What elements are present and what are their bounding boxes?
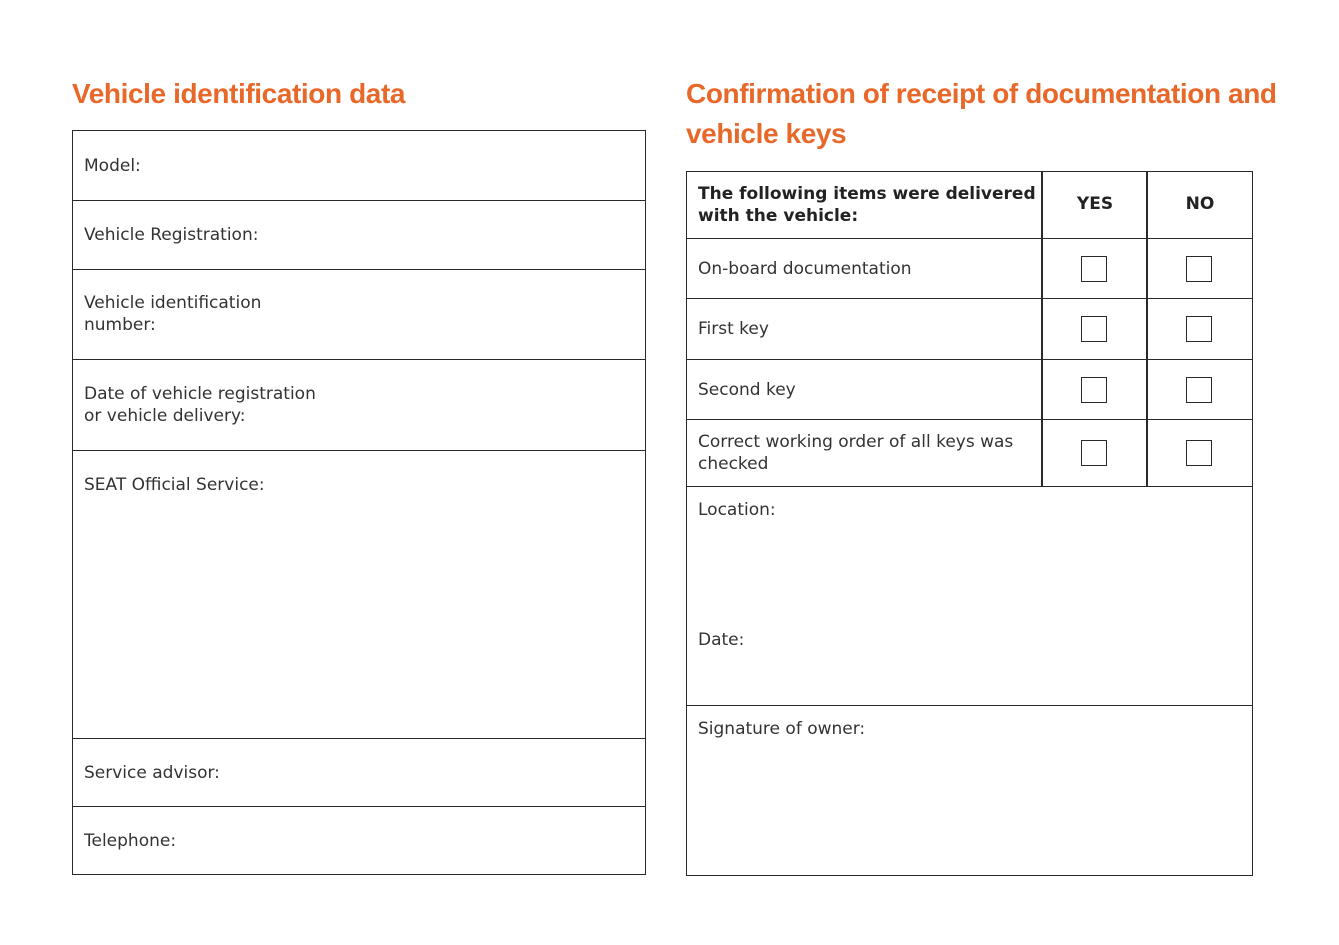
service-advisor-row[interactable] <box>73 739 645 807</box>
column-divider <box>1041 239 1043 298</box>
column-divider <box>1146 420 1148 486</box>
telephone-row[interactable] <box>73 807 645 875</box>
keys-checked-no-checkbox[interactable] <box>1186 440 1212 466</box>
signature-label: Signature of owner: <box>698 719 866 739</box>
delivered-items-header: The following items were delivered with the vehicle: <box>698 184 1036 226</box>
table-header-row <box>687 172 1252 239</box>
service-advisor-label: Service advisor: <box>84 763 220 783</box>
column-divider <box>1146 360 1148 419</box>
vin-row[interactable] <box>73 270 645 360</box>
first-key-yes-checkbox[interactable] <box>1081 316 1107 342</box>
list-item-second-key <box>687 360 1252 420</box>
list-item-onboard-documentation <box>687 239 1252 299</box>
second-key-no-checkbox[interactable] <box>1186 377 1212 403</box>
column-divider <box>1041 299 1043 359</box>
keys-checked-yes-checkbox[interactable] <box>1081 440 1107 466</box>
item-label: On-board documentation <box>698 259 912 279</box>
registration-date-row[interactable] <box>73 360 645 451</box>
model-row[interactable] <box>73 131 645 201</box>
vehicle-registration-label: Vehicle Registration: <box>84 225 259 245</box>
column-divider <box>1041 420 1043 486</box>
signature-block[interactable] <box>687 706 1252 874</box>
model-label: Model: <box>84 156 141 176</box>
telephone-label: Telephone: <box>84 831 177 851</box>
official-service-row[interactable] <box>73 451 645 739</box>
vin-label: Vehicle identification number: <box>84 293 262 335</box>
official-service-label: SEAT Official Service: <box>84 475 265 495</box>
column-divider <box>1041 360 1043 419</box>
location-date-block[interactable] <box>687 487 1252 706</box>
list-item-first-key <box>687 299 1252 360</box>
onboard-documentation-no-checkbox[interactable] <box>1186 256 1212 282</box>
item-label: First key <box>698 319 769 339</box>
onboard-documentation-yes-checkbox[interactable] <box>1081 256 1107 282</box>
date-label: Date: <box>698 630 745 650</box>
vehicle-identification-heading: Vehicle identification data <box>72 78 406 109</box>
list-item-keys-checked <box>687 420 1252 487</box>
vehicle-identification-table <box>72 130 646 875</box>
vehicle-registration-row[interactable] <box>73 201 645 270</box>
item-label: Second key <box>698 380 796 400</box>
registration-date-label: Date of vehicle registration or vehicle delivery: <box>84 384 316 426</box>
column-divider <box>1146 239 1148 298</box>
column-divider <box>1146 299 1148 359</box>
no-column-header: NO <box>1185 194 1215 214</box>
yes-column-header: YES <box>1076 194 1114 214</box>
first-key-no-checkbox[interactable] <box>1186 316 1212 342</box>
receipt-confirmation-table <box>686 171 1253 876</box>
second-key-yes-checkbox[interactable] <box>1081 377 1107 403</box>
location-label: Location: <box>698 500 776 520</box>
item-label: Correct working order of all keys was checked <box>698 432 1014 474</box>
confirmation-receipt-heading: Confirmation of receipt of documentation and vehicle keys <box>686 78 1277 149</box>
